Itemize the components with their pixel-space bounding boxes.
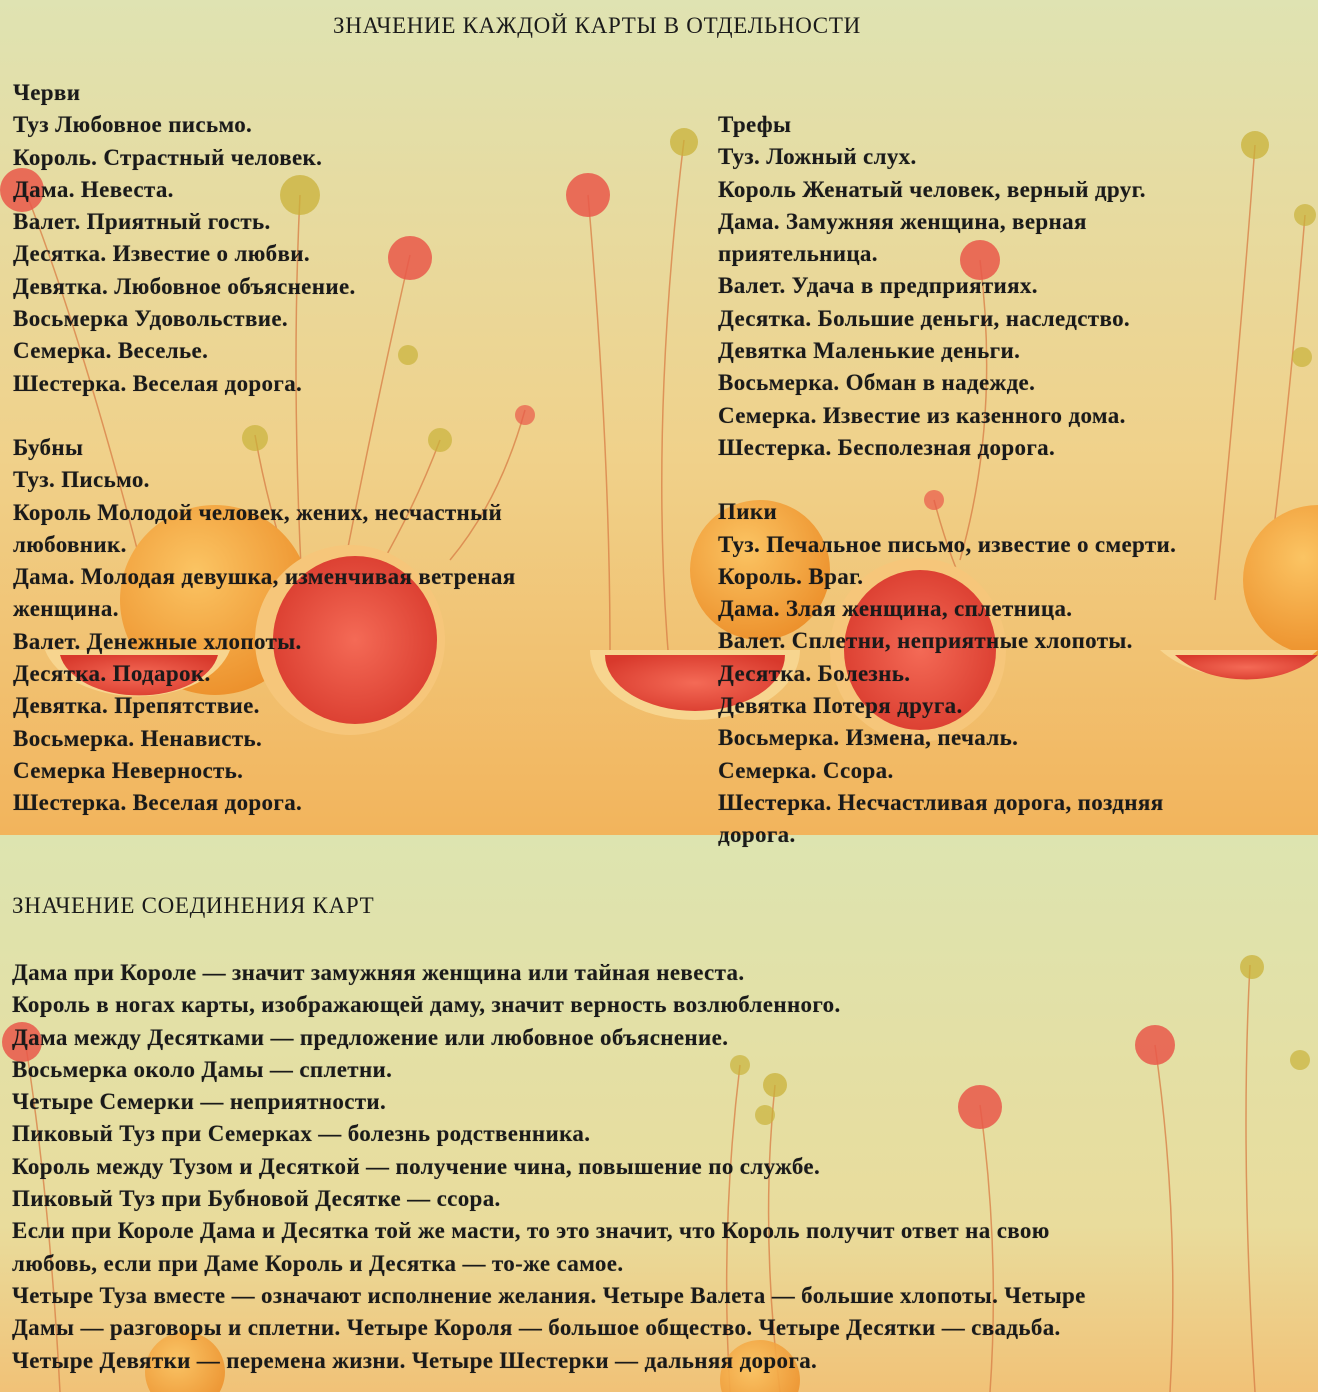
hearts-line: Дама. Невеста.: [13, 176, 174, 202]
combination-line: Дама при Короле — значит замужняя женщина или тайная невеста.: [12, 960, 745, 985]
combination-line: Восьмерка около Дамы — сплетни.: [12, 1056, 393, 1082]
diamonds-line: любовник.: [13, 531, 127, 557]
hearts-line: Девятка. Любовное объяснение.: [13, 273, 356, 299]
diamonds-line: Король Молодой человек, жених, несчастный: [13, 499, 503, 525]
clubs-line: Шестерка. Бесполезная дорога.: [718, 434, 1056, 460]
hearts-line: Восьмерка Удовольствие.: [13, 306, 288, 332]
diamonds-line: Дама. Молодая девушка, изменчивая ветреная: [13, 564, 516, 590]
spades-line: Туз. Печальное письмо, известие о смерти.: [718, 531, 1177, 557]
combinations-list: [12, 957, 1086, 1377]
spades-line: Валет. Сплетни, неприятные хлопоты.: [718, 628, 1133, 654]
clubs-line: Десятка. Большие деньги, наследство.: [718, 305, 1131, 331]
diamonds-line: Туз. Письмо.: [13, 467, 150, 493]
spades-line: Король. Враг.: [718, 563, 864, 589]
clubs-line: Король Женатый человек, верный друг.: [718, 176, 1146, 202]
combination-line: Пиковый Туз при Семерках — болезнь родственника.: [12, 1121, 591, 1147]
diamonds-line: женщина.: [13, 596, 119, 622]
combination-line: Четыре Девятки — перемена жизни. Четыре Шестерки — дальняя дорога.: [12, 1347, 818, 1373]
clubs-line: Валет. Удача в предприятиях.: [718, 273, 1038, 299]
clubs-line: Семерка. Известие из казенного дома.: [718, 402, 1126, 428]
diamonds-heading: Бубны: [13, 434, 84, 460]
clubs-line: Туз. Ложный слух.: [718, 144, 917, 170]
hearts-line: Семерка. Веселье.: [13, 338, 209, 364]
diamonds-line: Десятка. Подарок.: [13, 661, 211, 687]
hearts-heading: Черви: [13, 80, 81, 105]
hearts-line: Король. Страстный человек.: [13, 144, 323, 170]
spades-line: Шестерка. Несчастливая дорога, поздняя: [718, 789, 1164, 815]
spades-line: Семерка. Ссора.: [718, 757, 894, 783]
clubs-heading: Трефы: [718, 112, 792, 137]
left-column: [13, 77, 516, 820]
clubs-line: Дама. Замужняя женщина, верная: [718, 208, 1087, 234]
clubs-line: приятельница.: [718, 241, 878, 267]
combination-line: Дама между Десятками — предложение или любовное объяснение.: [12, 1024, 729, 1050]
spades-line: Девятка Потеря друга.: [718, 693, 963, 719]
right-column: [718, 109, 1176, 852]
spades-heading: Пики: [718, 499, 778, 525]
combination-line: Король в ногах карты, изображающей даму, значит верность возлюбленного.: [12, 992, 841, 1018]
hearts-line: Валет. Приятный гость.: [13, 209, 271, 235]
combinations-heading: ЗНАЧЕНИЕ СОЕДИНЕНИЯ КАРТ: [12, 893, 375, 918]
clubs-line: Восьмерка. Обман в надежде.: [718, 370, 1036, 396]
combination-line: Если при Короле Дама и Десятка той же масти, то это значит, что Король получит ответ на свою: [12, 1218, 1050, 1244]
hearts-line: Десятка. Известие о любви.: [13, 241, 310, 267]
diamonds-line: Валет. Денежные хлопоты.: [13, 628, 302, 654]
hearts-line: Шестерка. Веселая дорога.: [13, 370, 303, 396]
spades-line: Восьмерка. Измена, печаль.: [718, 725, 1019, 751]
combination-line: Пиковый Туз при Бубновой Десятке — ссора.: [12, 1186, 501, 1212]
spades-line: Дама. Злая женщина, сплетница.: [718, 596, 1073, 622]
combination-line: Дамы — разговоры и сплетни. Четыре Короля — большое общество. Четыре Десятки — свадьба.: [12, 1315, 1061, 1341]
diamonds-line: Девятка. Препятствие.: [13, 693, 260, 719]
diamonds-line: Восьмерка. Ненависть.: [13, 725, 263, 751]
clubs-line: Девятка Маленькие деньги.: [718, 338, 1021, 364]
diamonds-line: Семерка Неверность.: [13, 757, 244, 783]
combination-line: любовь, если при Даме Король и Десятка — то-же самое.: [12, 1250, 624, 1276]
page-title: ЗНАЧЕНИЕ КАЖДОЙ КАРТЫ В ОТДЕЛЬНОСТИ: [333, 13, 861, 38]
diamonds-line: Шестерка. Веселая дорога.: [13, 790, 303, 816]
spades-line: Десятка. Болезнь.: [718, 660, 911, 686]
combination-line: Четыре Семерки — неприятности.: [12, 1089, 387, 1115]
combination-line: Король между Тузом и Десяткой — получение чина, повышение по службе.: [12, 1153, 821, 1179]
hearts-line: Туз Любовное письмо.: [13, 112, 253, 138]
combination-line: Четыре Туза вместе — означают исполнение желания. Четыре Валета — большие хлопоты. Четыре: [12, 1282, 1086, 1308]
spades-line: дорога.: [718, 822, 796, 848]
